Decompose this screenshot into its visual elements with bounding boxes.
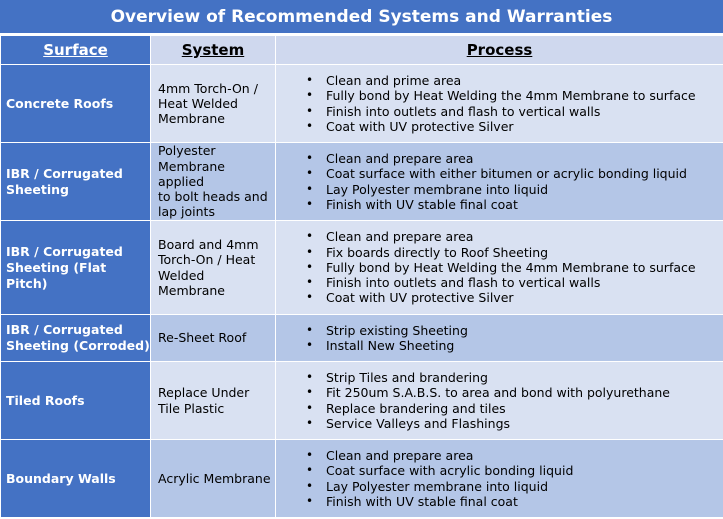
bullet-icon: • <box>306 447 314 462</box>
process-step <box>306 338 723 353</box>
process-step <box>306 104 723 119</box>
surface-text: Sheeting <box>6 181 69 197</box>
process-step <box>306 119 723 134</box>
surface-header: Surface <box>1 36 151 65</box>
system-text: Replace Under <box>158 385 250 401</box>
process-list <box>306 151 723 212</box>
process-step-text: Coat surface with acrylic bonding liquid <box>326 463 574 479</box>
table-row <box>1 65 723 143</box>
process-step-text: Coat with UV protective Silver <box>326 118 514 134</box>
process-list <box>306 323 723 354</box>
table-body <box>1 65 723 518</box>
system-text: lap joints <box>158 204 215 220</box>
system-text: Re-Sheet Roof <box>158 330 247 346</box>
surface-text: Concrete Roofs <box>6 95 114 111</box>
process-step <box>306 290 723 305</box>
surface-cell <box>1 362 151 440</box>
process-step <box>306 275 723 290</box>
process-step-text: Finish with UV stable final coat <box>326 493 518 509</box>
surface-text: IBR / Corrugated <box>6 322 123 337</box>
process-step-text: Clean and prime area <box>326 72 462 88</box>
process-step-text: Replace brandering and tiles <box>326 400 506 416</box>
bullet-icon: • <box>306 196 314 211</box>
system-text: Heat Welded <box>158 95 238 111</box>
system-header: System <box>151 36 276 65</box>
process-step <box>306 151 723 166</box>
bullet-icon: • <box>306 493 314 508</box>
bullet-icon: • <box>306 400 314 415</box>
process-step <box>306 229 723 244</box>
table-row <box>1 362 723 440</box>
system-text: to bolt heads and <box>158 189 268 205</box>
bullet-icon: • <box>306 290 314 305</box>
surface-text: Sheeting (Corroded) <box>6 338 150 353</box>
process-step <box>306 370 723 385</box>
header-row <box>1 36 723 65</box>
process-step <box>306 416 723 431</box>
process-cell <box>276 65 723 143</box>
bullet-icon: • <box>306 415 314 430</box>
surface-cell <box>1 440 151 518</box>
system-cell <box>151 440 276 518</box>
process-step-text: Finish into outlets and flash to vertical walls <box>326 103 601 119</box>
process-step-text: Clean and prepare area <box>326 229 474 245</box>
process-step <box>306 385 723 400</box>
process-cell <box>276 143 723 221</box>
system-text: 4mm Torch-On / <box>158 80 258 96</box>
surface-cell <box>1 143 151 221</box>
surface-cell <box>1 315 151 362</box>
process-step <box>306 166 723 181</box>
process-step-text: Lay Polyester membrane into liquid <box>326 478 549 494</box>
process-step-text: Lay Polyester membrane into liquid <box>326 181 549 197</box>
process-cell <box>276 315 723 362</box>
table-row <box>1 143 723 221</box>
bullet-icon: • <box>306 478 314 493</box>
system-cell <box>151 65 276 143</box>
process-step-text: Coat surface with either bitumen or acrylic bonding liquid <box>326 166 687 182</box>
process-step <box>306 448 723 463</box>
bullet-icon: • <box>306 322 314 337</box>
bullet-icon: • <box>306 385 314 400</box>
process-step <box>306 245 723 260</box>
bullet-icon: • <box>306 150 314 165</box>
system-cell <box>151 315 276 362</box>
bullet-icon: • <box>306 103 314 118</box>
bullet-icon: • <box>306 463 314 478</box>
process-list <box>306 229 723 305</box>
system-text: Torch-On / Heat <box>158 252 256 268</box>
surface-text: Tiled Roofs <box>6 392 85 408</box>
surface-text: IBR / Corrugated <box>6 165 123 181</box>
system-text: Welded Membrane <box>158 267 225 298</box>
process-step <box>306 260 723 275</box>
process-list <box>306 448 723 509</box>
system-cell <box>151 362 276 440</box>
table-row <box>1 221 723 315</box>
system-text: Membrane <box>158 111 225 127</box>
process-step <box>306 323 723 338</box>
process-step-text: Install New Sheeting <box>326 338 455 353</box>
bullet-icon: • <box>306 259 314 274</box>
process-step <box>306 182 723 197</box>
process-header: Process <box>276 36 723 65</box>
process-step <box>306 479 723 494</box>
process-step-text: Clean and prepare area <box>326 447 474 463</box>
process-step-text: Clean and prepare area <box>326 150 474 166</box>
surface-cell <box>1 221 151 315</box>
process-cell <box>276 440 723 518</box>
bullet-icon: • <box>306 72 314 87</box>
process-step-text: Coat with UV protective Silver <box>326 290 514 306</box>
process-step-text: Fix boards directly to Roof Sheeting <box>326 244 549 260</box>
bullet-icon: • <box>306 369 314 384</box>
system-cell <box>151 221 276 315</box>
process-step <box>306 401 723 416</box>
process-step <box>306 197 723 212</box>
system-text: Acrylic Membrane <box>158 470 271 486</box>
process-step <box>306 463 723 478</box>
process-list <box>306 73 723 134</box>
system-cell <box>151 143 276 221</box>
process-step <box>306 494 723 509</box>
process-step-text: Finish with UV stable final coat <box>326 196 518 212</box>
table-row <box>1 440 723 518</box>
bullet-icon: • <box>306 338 314 352</box>
process-step <box>306 73 723 88</box>
process-step-text: Service Valleys and Flashings <box>326 415 511 431</box>
system-text: Membrane applied <box>158 158 225 189</box>
process-step <box>306 88 723 103</box>
surface-cell <box>1 65 151 143</box>
bullet-icon: • <box>306 275 314 290</box>
bullet-icon: • <box>306 181 314 196</box>
system-text: Polyester <box>158 143 216 159</box>
surface-text: IBR / Corrugated <box>6 243 123 259</box>
table-row <box>1 315 723 362</box>
surface-text: Boundary Walls <box>6 470 116 486</box>
process-step-text: Fit 250um S.A.B.S. to area and bond with polyurethane <box>326 385 670 401</box>
bullet-icon: • <box>306 244 314 259</box>
bullet-icon: • <box>306 88 314 103</box>
process-step-text: Finish into outlets and flash to vertical walls <box>326 275 601 291</box>
process-step-text: Fully bond by Heat Welding the 4mm Membrane to surface <box>326 88 696 104</box>
surface-text: Sheeting (Flat Pitch) <box>6 259 107 291</box>
document-title: Overview of Recommended Systems and Warranties <box>0 0 723 35</box>
system-text: Tile Plastic <box>158 400 225 416</box>
bullet-icon: • <box>306 118 314 133</box>
process-cell <box>276 362 723 440</box>
process-step-text: Strip Tiles and brandering <box>326 369 488 385</box>
process-cell <box>276 221 723 315</box>
systems-table <box>0 35 723 518</box>
bullet-icon: • <box>306 166 314 181</box>
process-step-text: Strip existing Sheeting <box>326 322 468 338</box>
bullet-icon: • <box>306 229 314 244</box>
system-text: Board and 4mm <box>158 236 259 252</box>
process-list <box>306 370 723 431</box>
process-step-text: Fully bond by Heat Welding the 4mm Membrane to surface <box>326 259 696 275</box>
